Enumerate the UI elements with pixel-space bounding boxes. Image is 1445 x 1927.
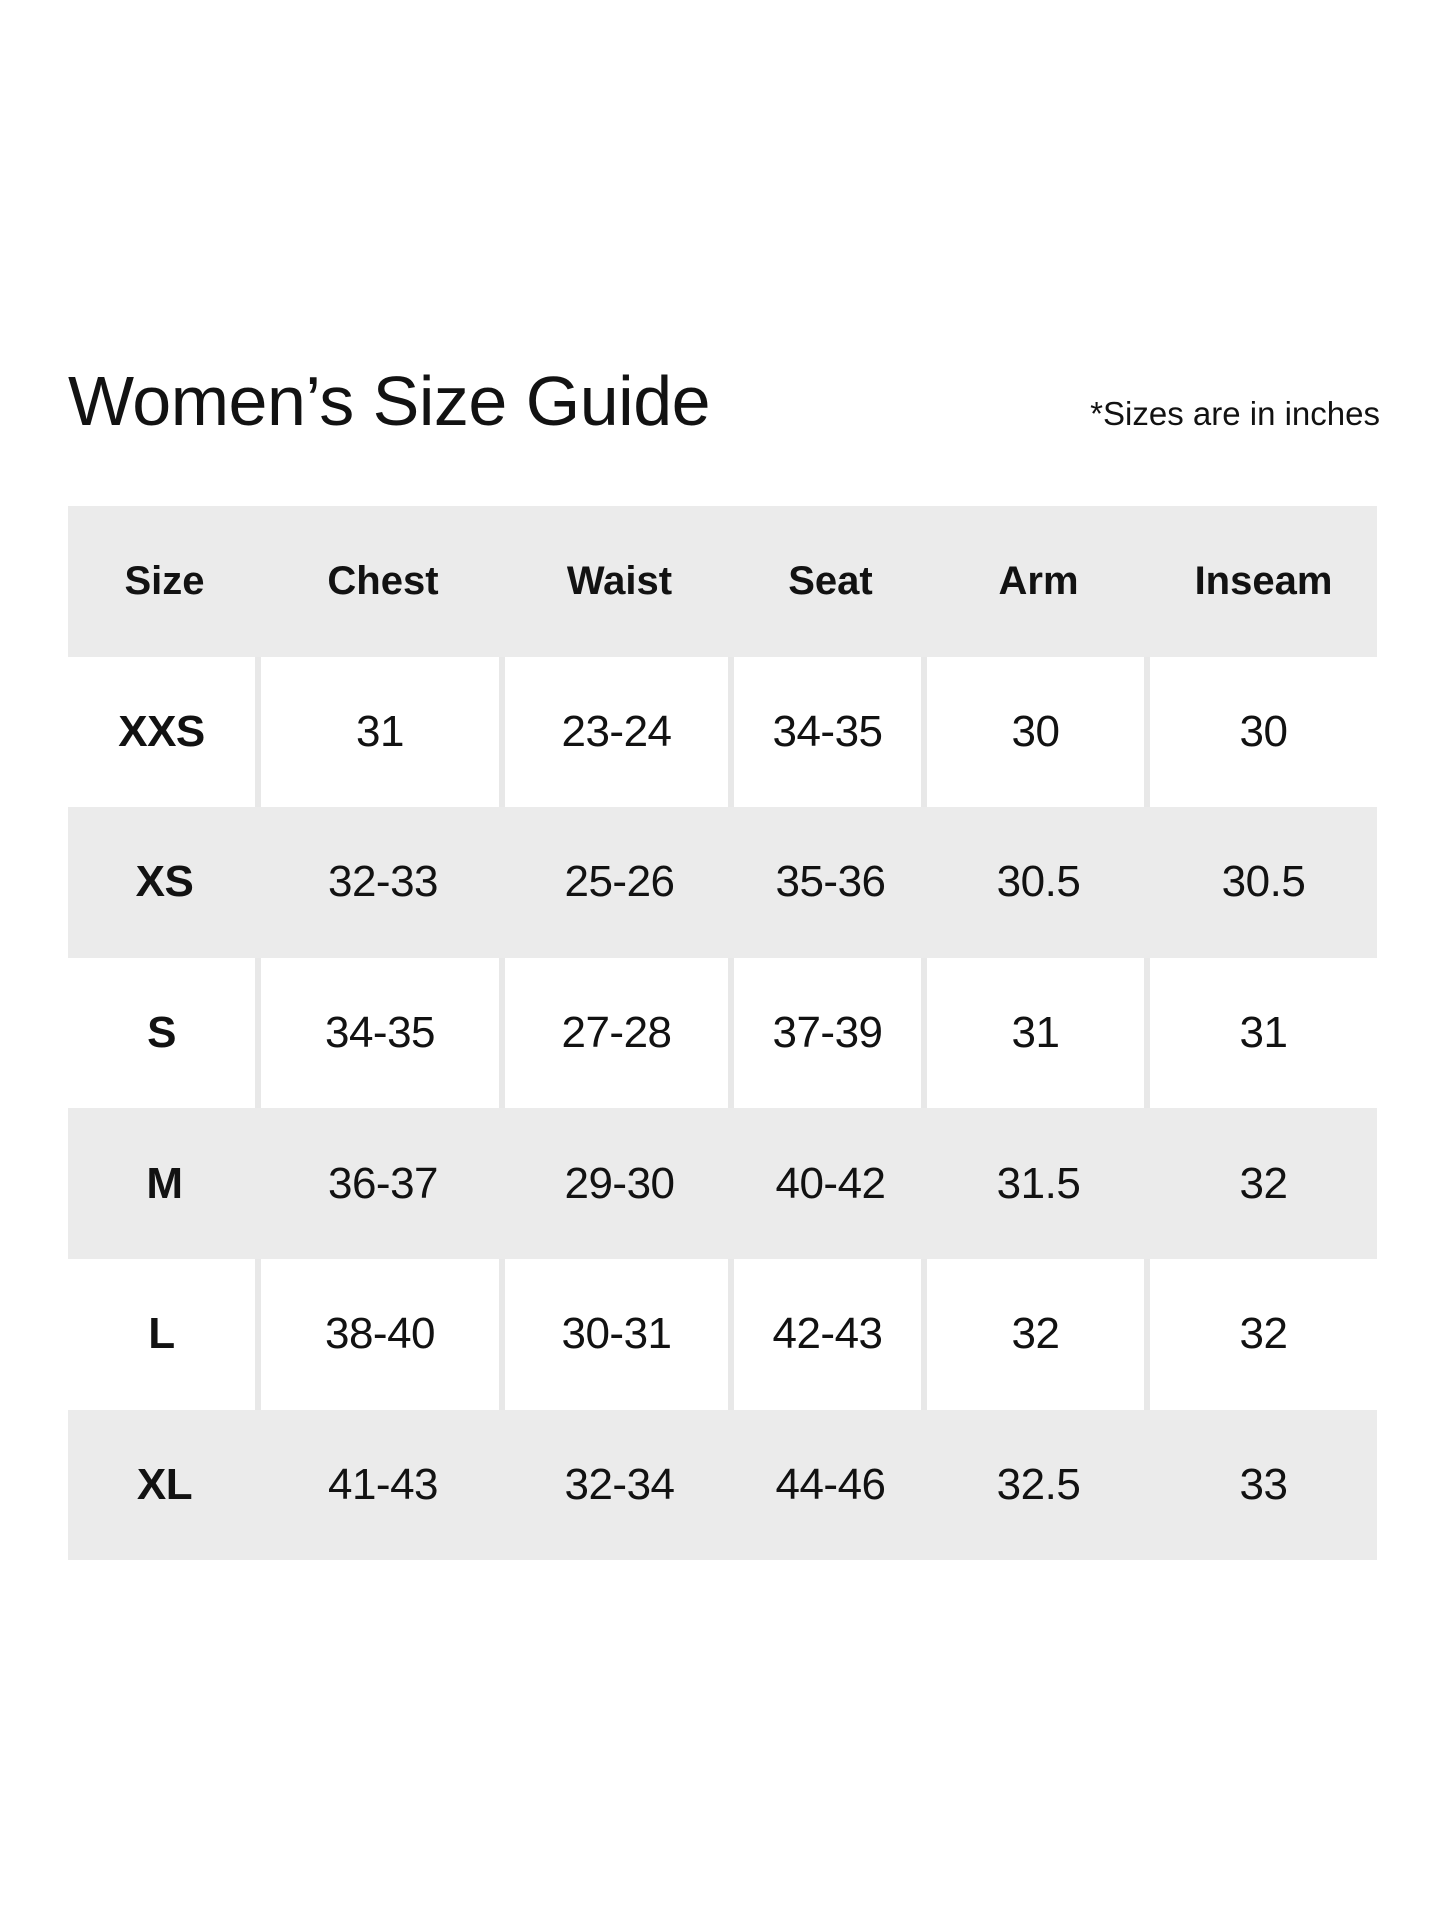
size-table	[68, 506, 1377, 1560]
col-header-size: Size	[124, 558, 205, 603]
cell-size: XXS	[68, 657, 261, 808]
col-header-waist: Waist	[566, 558, 673, 603]
cell-inseam: 30	[1239, 706, 1288, 756]
table-row-m	[68, 1108, 1377, 1259]
cell-inseam: 31	[1239, 1008, 1288, 1058]
cell-chest: 38-40	[261, 1259, 505, 1410]
cell-arm: 32.5	[996, 1459, 1081, 1509]
table-row-xl	[68, 1410, 1377, 1561]
cell-size: S	[68, 958, 261, 1109]
cell-arm: 30.5	[996, 857, 1081, 907]
cell-seat: 37-39	[734, 958, 927, 1109]
cell-waist: 23-24	[505, 657, 734, 808]
cell-size: M	[146, 1158, 183, 1208]
cell-size: XL	[136, 1459, 193, 1509]
cell-inseam: 30.5	[1221, 857, 1306, 907]
cell-seat: 34-35	[734, 657, 927, 808]
table-row-xxs	[68, 657, 1377, 808]
cell-chest: 34-35	[261, 958, 505, 1109]
cell-seat: 35-36	[775, 857, 886, 907]
cell-seat: 44-46	[775, 1459, 886, 1509]
cell-waist: 32-34	[564, 1459, 675, 1509]
col-header-inseam: Inseam	[1194, 558, 1333, 603]
table-row-s	[68, 958, 1377, 1109]
cell-inseam: 32	[1239, 1309, 1288, 1359]
cell-seat: 40-42	[775, 1158, 886, 1208]
cell-waist: 30-31	[505, 1259, 734, 1410]
col-header-arm: Arm	[998, 558, 1079, 603]
cell-waist: 27-28	[505, 958, 734, 1109]
cell-size: L	[68, 1259, 261, 1410]
table-row-l	[68, 1259, 1377, 1410]
cell-arm: 31	[927, 958, 1150, 1109]
col-header-chest: Chest	[327, 558, 439, 603]
cell-arm: 31.5	[996, 1158, 1081, 1208]
col-header-seat: Seat	[788, 558, 873, 603]
cell-chest: 32-33	[327, 857, 439, 907]
page-title: Women’s Size Guide	[68, 362, 711, 440]
cell-inseam: 33	[1239, 1459, 1288, 1509]
cell-chest: 36-37	[327, 1158, 439, 1208]
cell-arm: 30	[927, 657, 1150, 808]
cell-arm: 32	[927, 1259, 1150, 1410]
table-row-xs	[68, 807, 1377, 958]
table-header-row	[68, 506, 1377, 657]
cell-seat: 42-43	[734, 1259, 927, 1410]
cell-chest: 31	[261, 657, 505, 808]
cell-waist: 25-26	[564, 857, 675, 907]
units-note: *Sizes are in inches	[1090, 395, 1380, 432]
cell-size: XS	[135, 857, 194, 907]
cell-inseam: 32	[1239, 1158, 1288, 1208]
cell-waist: 29-30	[564, 1158, 675, 1208]
page-header	[68, 362, 1380, 440]
cell-chest: 41-43	[327, 1459, 439, 1509]
